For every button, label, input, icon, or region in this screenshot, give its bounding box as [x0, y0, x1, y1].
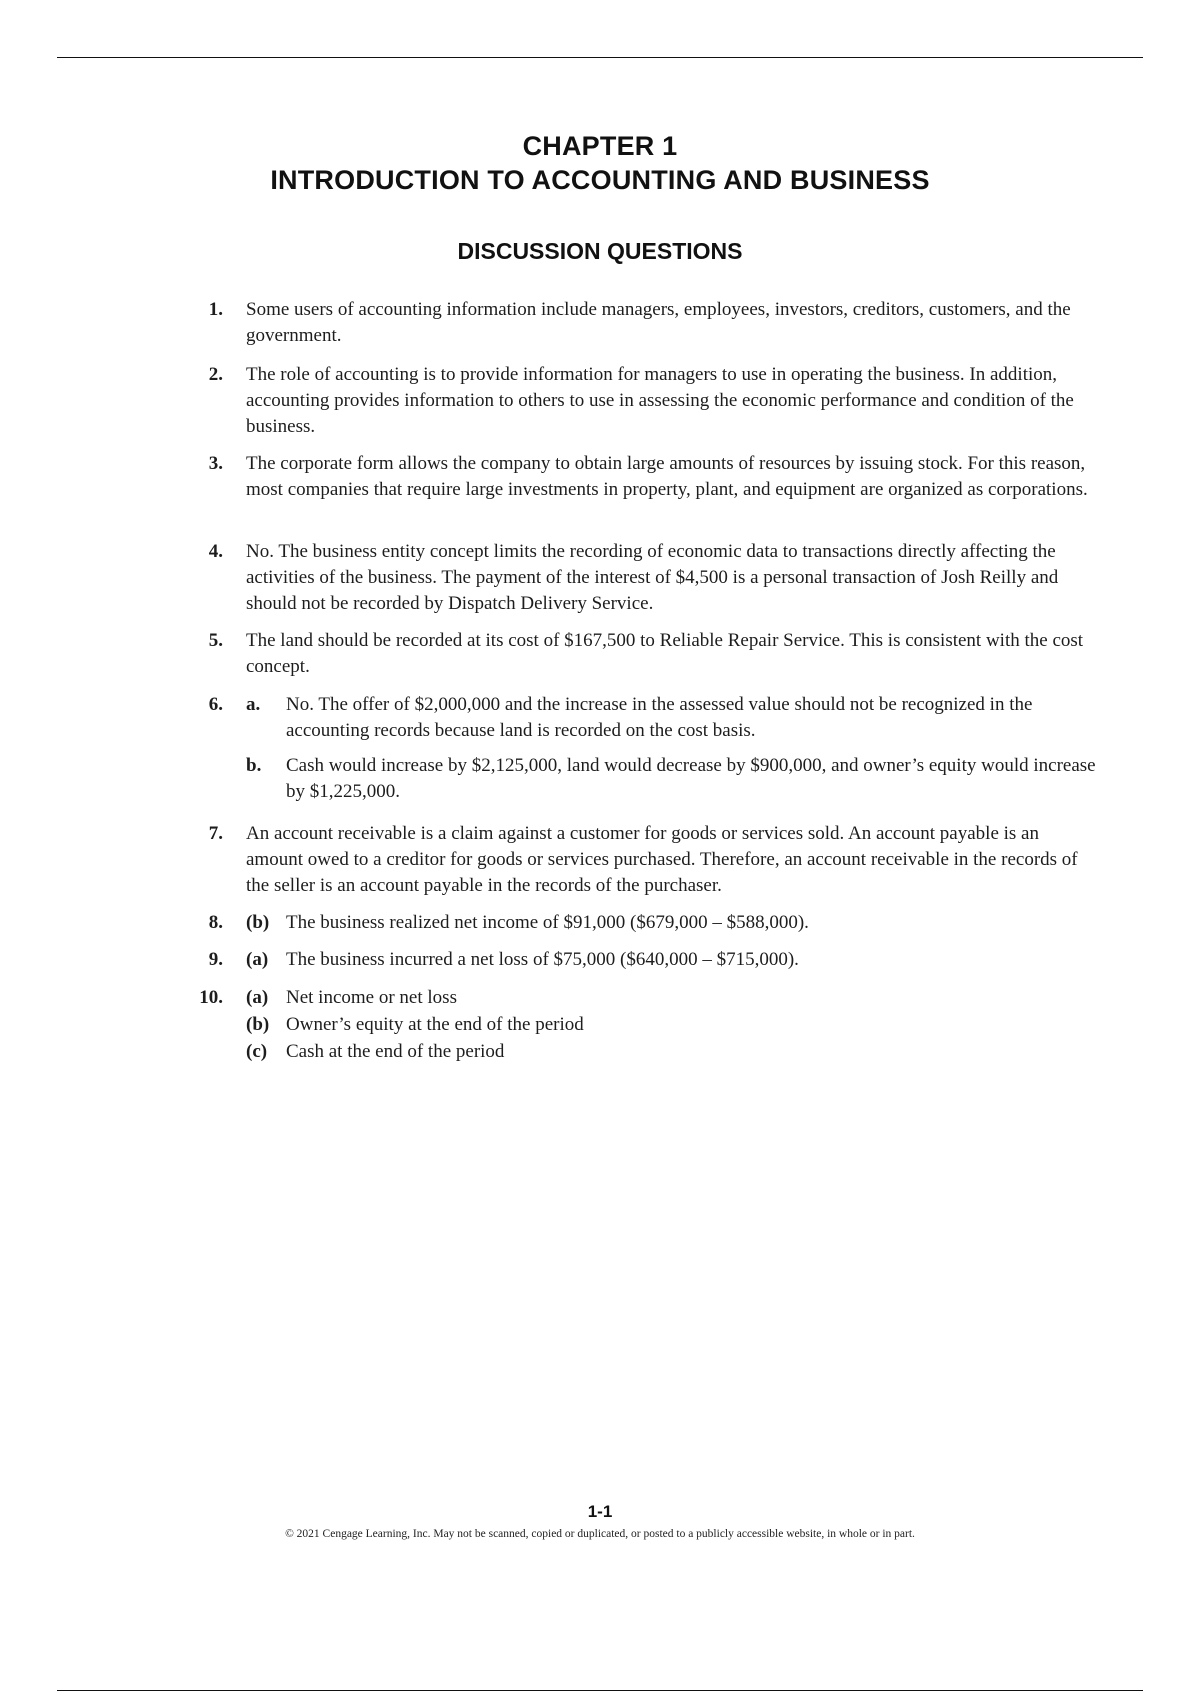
question-text: Some users of accounting information include managers, employees, investors, creditors, customers, and the government.	[246, 299, 1071, 346]
question-number: 8.	[208, 912, 223, 933]
top-rule	[57, 57, 1143, 58]
bottom-rule	[57, 1690, 1143, 1691]
part-letter: (c)	[246, 1041, 268, 1062]
part-text: Cash would increase by $2,125,000, land would decrease by $900,000, and owner’s equity would increase by $1,225,000.	[286, 755, 1096, 802]
question-number: 3.	[208, 453, 223, 474]
question-number: 5.	[208, 630, 223, 651]
part-text: The business realized net income of $91,000 ($679,000 – $588,000).	[286, 912, 809, 933]
question-number: 7.	[208, 823, 223, 844]
question-text: No. The business entity concept limits the recording of economic data to transactions directly affecting the activities of the business. The payment of the interest of $4,500 is a personal transaction of Josh Reilly and should not be recorded by Dispatch Delivery Service.	[246, 541, 1059, 614]
part-letter: a.	[246, 694, 261, 715]
question-number: 9.	[208, 949, 223, 970]
question-text: The land should be recorded at its cost of $167,500 to Reliable Repair Service. This is consistent with the cost concept.	[246, 630, 1084, 677]
part-text: Net income or net loss	[286, 987, 457, 1008]
question-number: 6.	[208, 694, 223, 715]
part-text: The business incurred a net loss of $75,000 ($640,000 – $715,000).	[286, 949, 799, 970]
part-text: No. The offer of $2,000,000 and the increase in the assessed value should not be recognized in the accounting records because land is recorded on the cost basis.	[286, 694, 1033, 741]
question-number: 1.	[208, 299, 223, 320]
question-number: 4.	[208, 541, 223, 562]
chapter-number: CHAPTER 1	[522, 131, 678, 161]
question-text: An account receivable is a claim against a customer for goods or services sold. An account payable is an amount owed to a creditor for goods or services purchased. Therefore, an account receivable in the records of the seller is an account payable in the records of the purchaser.	[246, 823, 1078, 896]
part-letter: b.	[246, 755, 262, 776]
part-text: Owner’s equity at the end of the period	[286, 1014, 584, 1035]
page-number: 1-1	[587, 1502, 613, 1521]
part-letter: (b)	[246, 1014, 270, 1035]
part-letter: (a)	[246, 949, 269, 970]
section-title: DISCUSSION QUESTIONS	[457, 238, 743, 264]
part-letter: (a)	[246, 987, 269, 1008]
question-number: 2.	[208, 364, 223, 385]
copyright-notice: © 2021 Cengage Learning, Inc. May not be scanned, copied or duplicated, or posted to a publicly accessible website, in whole or in part.	[285, 1528, 915, 1540]
chapter-title: INTRODUCTION TO ACCOUNTING AND BUSINESS	[270, 165, 930, 195]
part-text: Cash at the end of the period	[286, 1041, 505, 1062]
question-text: The corporate form allows the company to obtain large amounts of resources by issuing stock. For this reason, most companies that require large investments in property, plant, and equipment are organized as corporations.	[246, 453, 1088, 500]
question-text: The role of accounting is to provide information for managers to use in operating the business. In addition, accounting provides information to others to use in assessing the economic performance and condition of the business.	[246, 364, 1074, 437]
part-letter: (b)	[246, 912, 270, 933]
question-number: 10.	[199, 987, 223, 1008]
